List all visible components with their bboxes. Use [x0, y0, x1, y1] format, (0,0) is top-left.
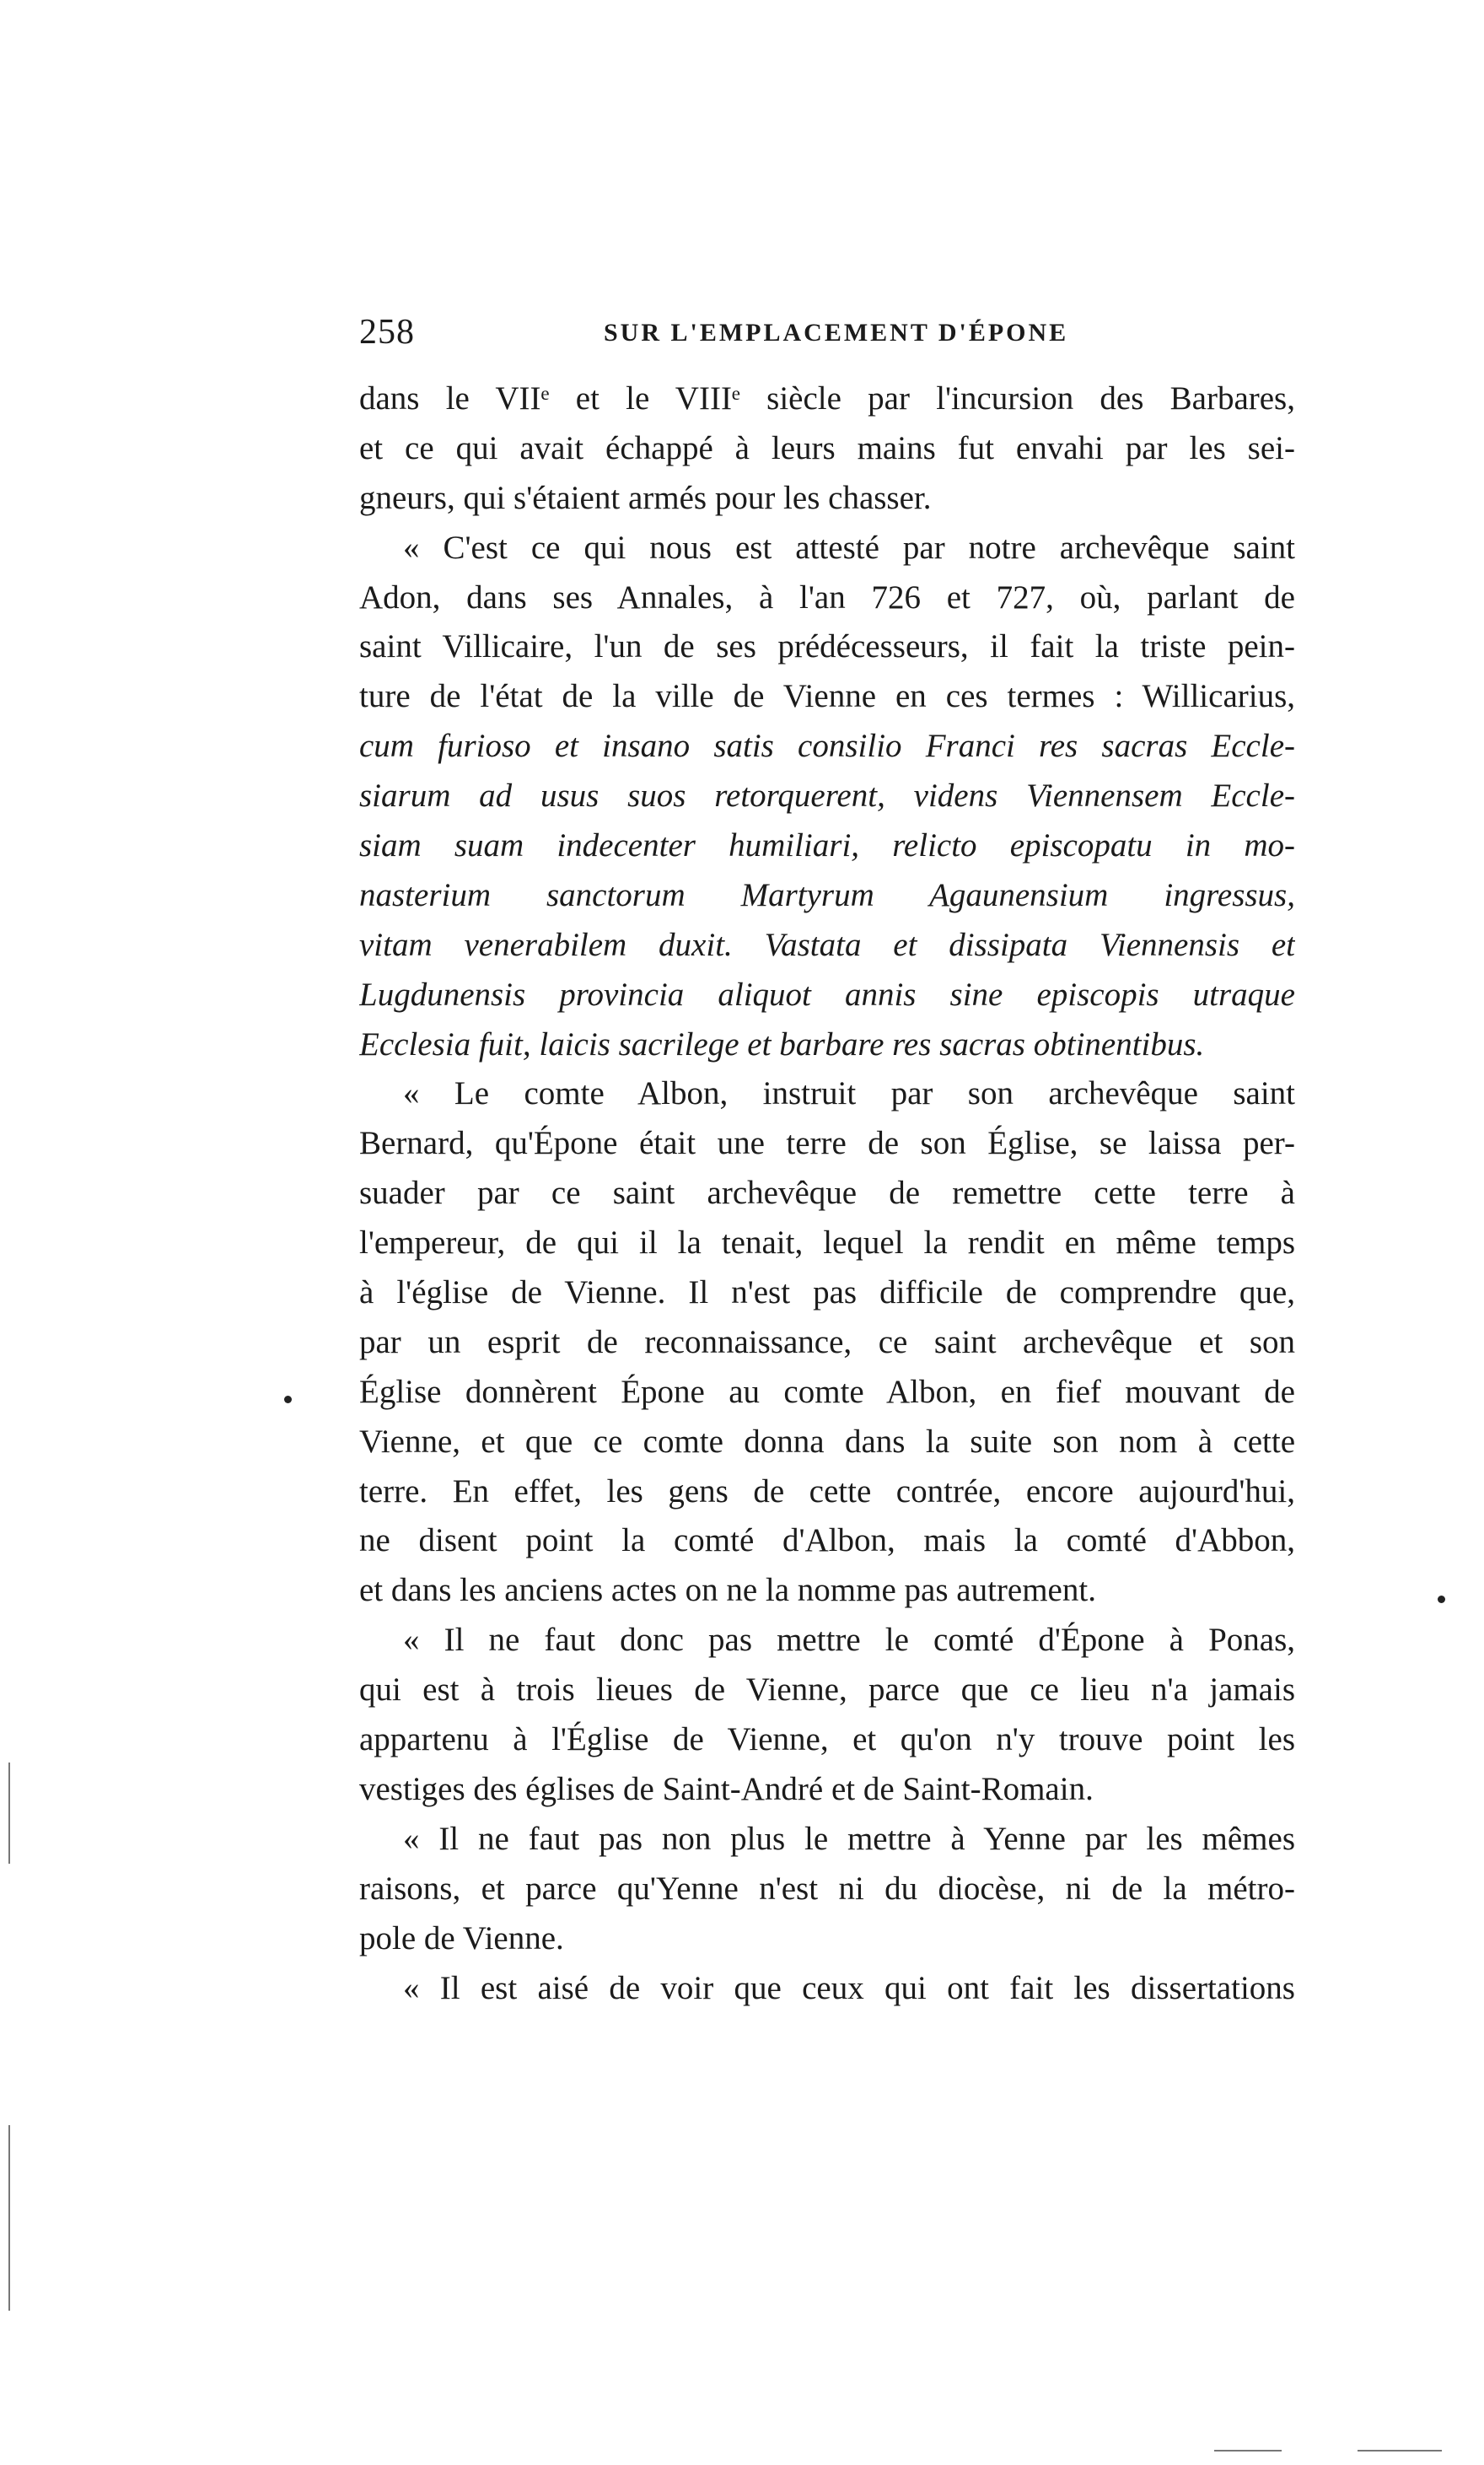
text-line: Bernard, qu'Épone était une terre de son Église, se laissa per- [359, 1125, 1295, 1162]
text-line: ture de l'état de la ville de Vienne en ces termes : Willicarius, [359, 678, 1295, 715]
text-line: Église donnèrent Épone au comte Albon, en fief mouvant de [359, 1373, 1295, 1410]
text-line: et ce qui avait échappé à leurs mains fut envahi par les sei- [359, 429, 1295, 466]
text-line: saint Villicaire, l'un de ses prédécesseurs, il fait la triste pein- [359, 628, 1295, 665]
text-line: qui est à trois lieues de Vienne, parce que ce lieu n'a jamais [359, 1671, 1295, 1709]
text-line: siam suam indecenter humiliari, relicto episcopatu in mo- [359, 827, 1295, 864]
text-line: pole de Vienne. [359, 1919, 564, 1956]
text-line: dans le VIIᵉ et le VIIIᵉ siècle par l'incursion des Barbares, [359, 380, 1295, 417]
text-line: par un esprit de reconnaissance, ce saint archevêque et son [359, 1323, 1295, 1360]
body-text [359, 374, 1295, 2013]
text-line: l'empereur, de qui il la tenait, lequel la rendit en même temps [359, 1224, 1295, 1262]
scan-margin-mark [8, 2125, 10, 2311]
text-line: terre. En effet, les gens de cette contrée, encore aujourd'hui, [359, 1472, 1295, 1510]
text-line: suader par ce saint archevêque de remettre cette terre à [359, 1175, 1295, 1212]
scan-speck [1438, 1596, 1445, 1603]
text-line: « Il ne faut donc pas mettre le comté d'Épone à Ponas, [403, 1622, 1295, 1659]
text-line: Vienne, et que ce comte donna dans la suite son nom à cette [359, 1423, 1295, 1460]
text-line: Adon, dans ses Annales, à l'an 726 et 727, où, parlant de [359, 579, 1295, 616]
text-line: gneurs, qui s'étaient armés pour les chasser. [359, 479, 932, 516]
text-line: Lugdunensis provincia aliquot annis sine episcopis utraque [359, 976, 1295, 1013]
text-line: siarum ad usus suos retorquerent, videns Viennensem Eccle- [359, 778, 1295, 815]
text-line: « Il ne faut pas non plus le mettre à Yenne par les mêmes [403, 1820, 1295, 1857]
scan-speck [284, 1396, 292, 1403]
scan-margin-mark [8, 1763, 10, 1864]
text-line: et dans les anciens actes on ne la nomme pas autrement. [359, 1572, 1096, 1609]
running-head: SUR L'EMPLACEMENT D'ÉPONE [604, 319, 1069, 347]
page-number: 258 [359, 313, 415, 352]
scan-edge-mark [1214, 2450, 1282, 2452]
text-line: vestiges des églises de Saint-André et de Saint-Romain. [359, 1770, 1094, 1807]
text-line: appartenu à l'Église de Vienne, et qu'on n'y trouve point les [359, 1721, 1295, 1758]
text-line: Ecclesia fuit, laicis sacrilege et barbare res sacras obtinentibus. [359, 1025, 1205, 1063]
text-line: raisons, et parce qu'Yenne n'est ni du diocèse, ni de la métro- [359, 1870, 1295, 1907]
text-line: « C'est ce qui nous est attesté par notre archevêque saint [403, 529, 1295, 566]
text-line: à l'église de Vienne. Il n'est pas difficile de comprendre que, [359, 1274, 1295, 1311]
text-line: ne disent point la comté d'Albon, mais la comté d'Abbon, [359, 1522, 1295, 1559]
text-line: « Il est aisé de voir que ceux qui ont fait les dissertations [403, 1969, 1295, 2006]
scan-edge-mark [1358, 2450, 1442, 2452]
text-line: cum furioso et insano satis consilio Franci res sacras Eccle- [359, 728, 1295, 765]
text-line: « Le comte Albon, instruit par son archevêque saint [403, 1075, 1295, 1112]
page-header [359, 312, 1295, 371]
text-line: vitam venerabilem duxit. Vastata et dissipata Viennensis et [359, 926, 1295, 963]
text-line: nasterium sanctorum Martyrum Agaunensium ingressus, [359, 876, 1295, 913]
